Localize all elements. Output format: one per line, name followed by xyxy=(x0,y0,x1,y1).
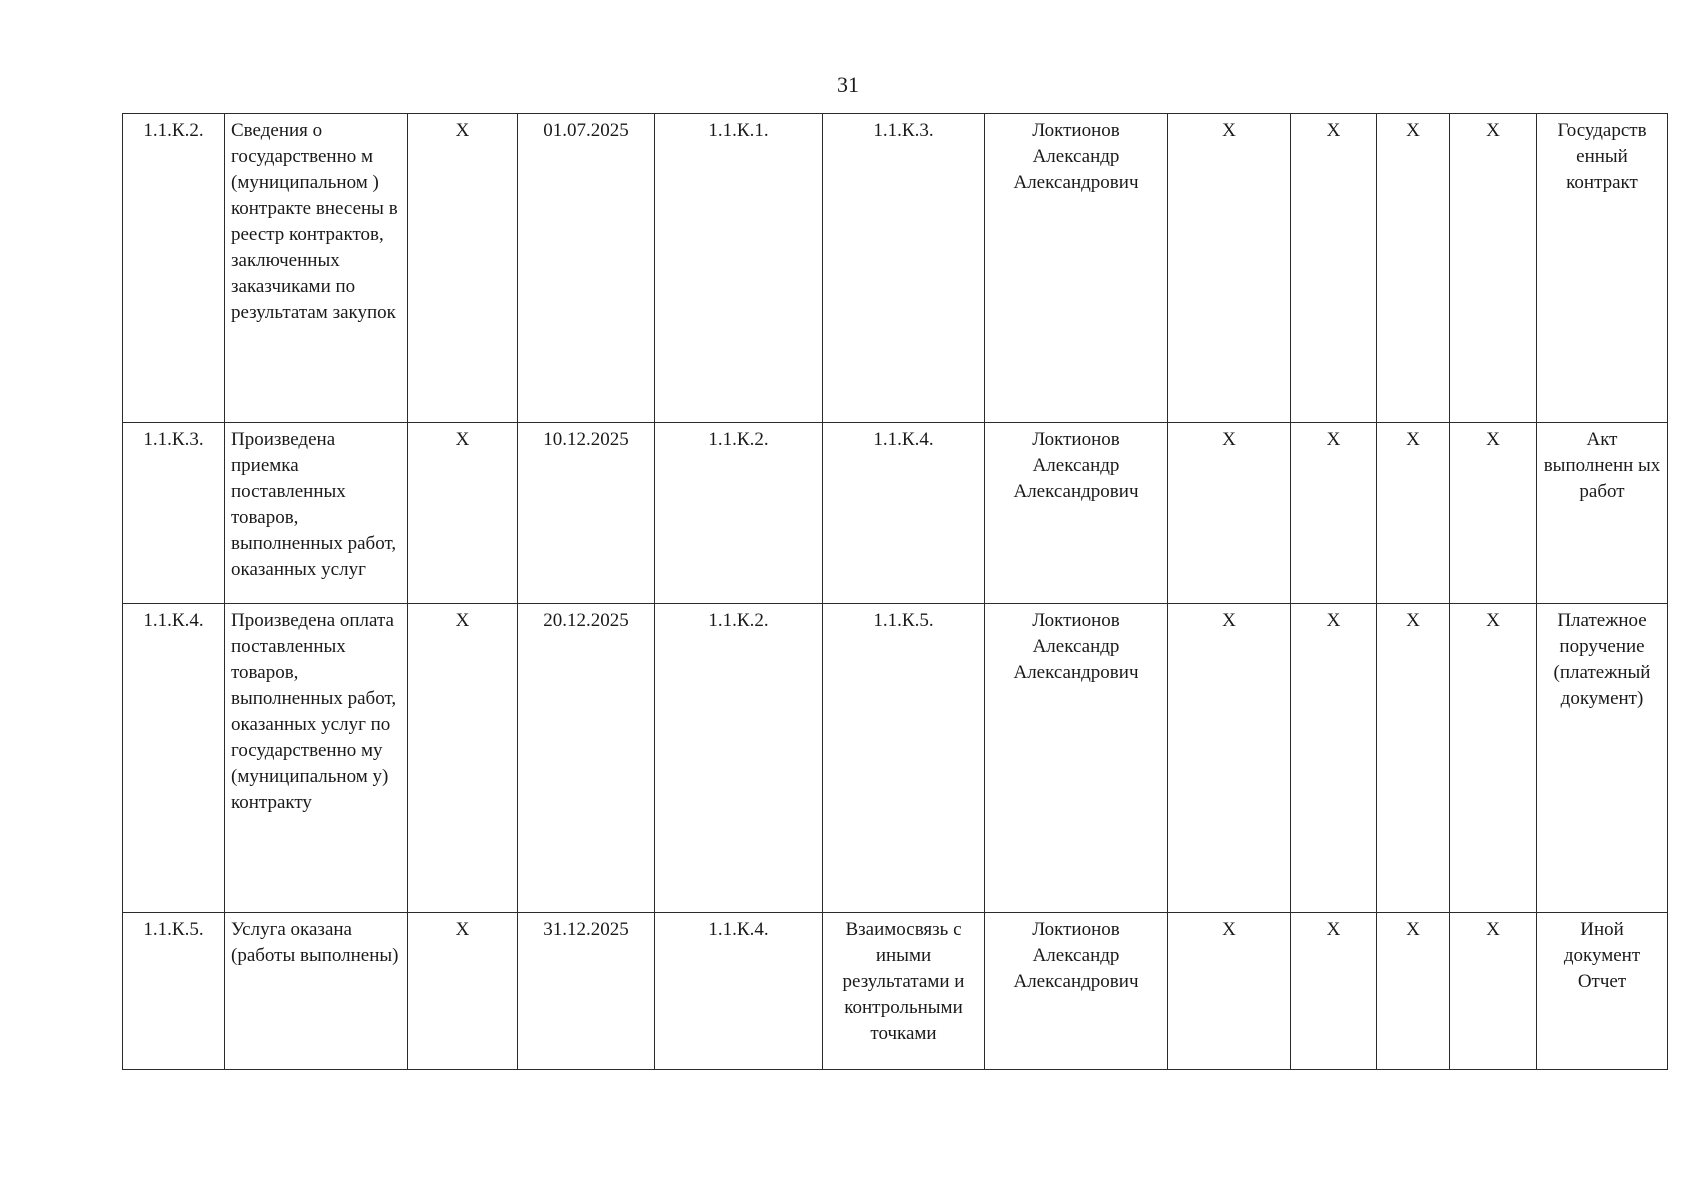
row-start: X xyxy=(408,604,518,913)
row-responsible: Локтионов Александр Александрович xyxy=(985,913,1168,1070)
row-col11: X xyxy=(1450,913,1537,1070)
row-predecessor: 1.1.К.2. xyxy=(655,423,823,604)
row-responsible: Локтионов Александр Александрович xyxy=(985,114,1168,423)
row-col9: X xyxy=(1291,114,1377,423)
row-responsible: Локтионов Александр Александрович xyxy=(985,604,1168,913)
row-col8: X xyxy=(1168,114,1291,423)
row-col8: X xyxy=(1168,423,1291,604)
row-successor: 1.1.К.4. xyxy=(823,423,985,604)
row-predecessor: 1.1.К.1. xyxy=(655,114,823,423)
row-end-date: 20.12.2025 xyxy=(518,604,655,913)
row-name: Произведена приемка поставленных товаров, выполненных работ, оказанных услуг xyxy=(225,423,408,604)
row-responsible: Локтионов Александр Александрович xyxy=(985,423,1168,604)
row-name: Услуга оказана (работы выполнены) xyxy=(225,913,408,1070)
row-end-date: 01.07.2025 xyxy=(518,114,655,423)
row-col9: X xyxy=(1291,423,1377,604)
row-start: X xyxy=(408,114,518,423)
row-document: Платежное поручение (платежный документ) xyxy=(1537,604,1668,913)
row-col10: X xyxy=(1377,604,1450,913)
table-row xyxy=(123,114,1668,423)
row-code: 1.1.К.4. xyxy=(123,604,225,913)
row-col11: X xyxy=(1450,604,1537,913)
row-name: Произведена оплата поставленных товаров, выполненных работ, оказанных услуг по государственно му (муниципальном у) контракту xyxy=(225,604,408,913)
control-points-table xyxy=(122,113,1668,1070)
row-document: Иной документ Отчет xyxy=(1537,913,1668,1070)
row-col11: X xyxy=(1450,423,1537,604)
page-number: 31 xyxy=(837,72,859,97)
row-col9: X xyxy=(1291,913,1377,1070)
row-predecessor: 1.1.К.4. xyxy=(655,913,823,1070)
row-col8: X xyxy=(1168,604,1291,913)
table-row xyxy=(123,604,1668,913)
table-row xyxy=(123,913,1668,1070)
row-successor: 1.1.К.5. xyxy=(823,604,985,913)
row-col10: X xyxy=(1377,423,1450,604)
row-col8: X xyxy=(1168,913,1291,1070)
row-code: 1.1.К.2. xyxy=(123,114,225,423)
row-end-date: 10.12.2025 xyxy=(518,423,655,604)
row-successor: 1.1.К.3. xyxy=(823,114,985,423)
row-code: 1.1.К.5. xyxy=(123,913,225,1070)
row-document: Акт выполненн ых работ xyxy=(1537,423,1668,604)
row-code: 1.1.К.3. xyxy=(123,423,225,604)
row-col10: X xyxy=(1377,114,1450,423)
row-name: Сведения о государственно м (муниципальном ) контракте внесены в реестр контрактов, заключенных заказчиками по результатам закупок xyxy=(225,114,408,423)
row-col11: X xyxy=(1450,114,1537,423)
row-document: Государств енный контракт xyxy=(1537,114,1668,423)
row-col10: X xyxy=(1377,913,1450,1070)
row-end-date: 31.12.2025 xyxy=(518,913,655,1070)
row-predecessor: 1.1.К.2. xyxy=(655,604,823,913)
row-col9: X xyxy=(1291,604,1377,913)
row-start: X xyxy=(408,913,518,1070)
row-start: X xyxy=(408,423,518,604)
table-row xyxy=(123,423,1668,604)
row-successor: Взаимосвязь с иными результатами и контрольными точками xyxy=(823,913,985,1070)
